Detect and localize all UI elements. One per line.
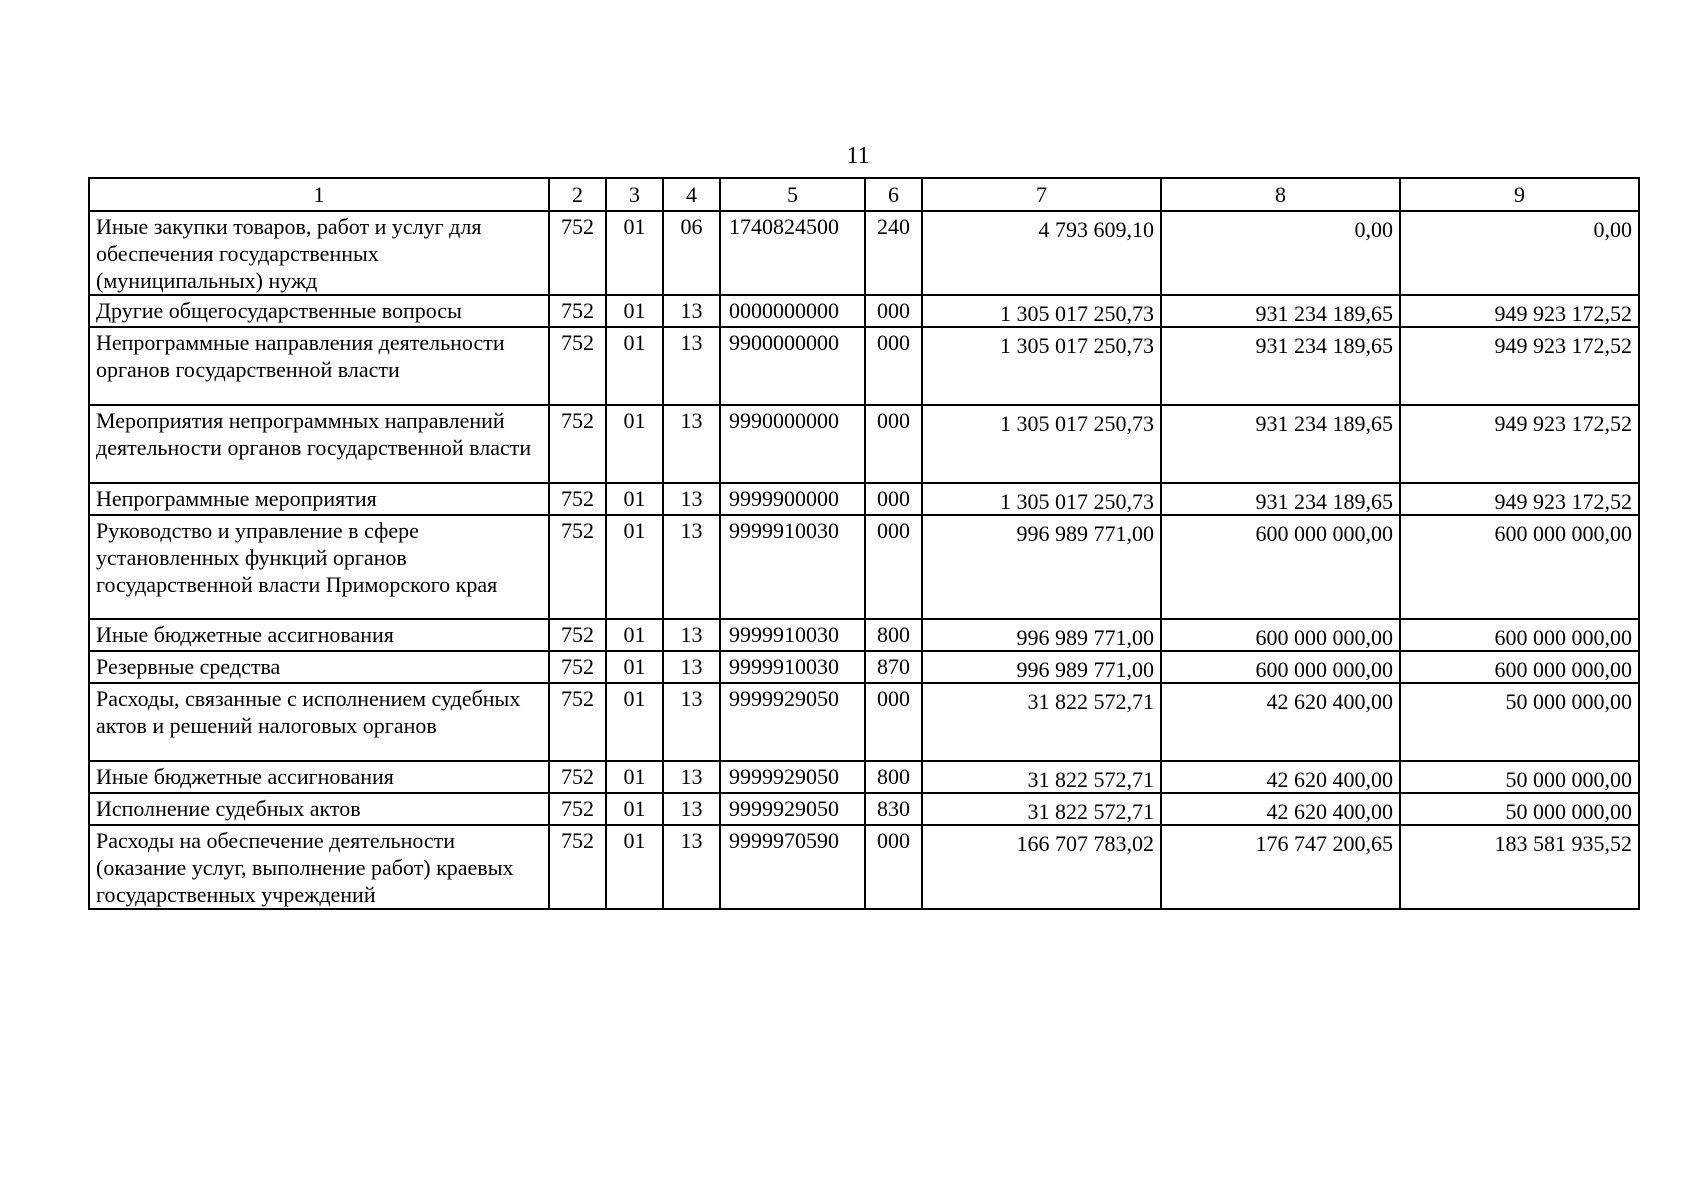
row-subsection-code: 13 [663,295,720,327]
row-amount-col8-value: 931 234 189,65 [1255,301,1393,326]
row-amount-col8 [1161,761,1400,793]
row-amount-col7-value: 1 305 017 250,73 [1000,333,1154,358]
row-amount-col9 [1400,295,1639,327]
row-section-code: 01 [606,683,663,761]
row-section-code: 01 [606,761,663,793]
row-amount-col8 [1161,651,1400,683]
row-subsection-code: 13 [663,683,720,761]
table-row [89,825,1639,909]
row-amount-col8 [1161,211,1400,295]
table-row [89,651,1639,683]
row-subsection-code: 13 [663,793,720,825]
row-amount-col8 [1161,327,1400,405]
row-amount-col9-value: 600 000 000,00 [1494,521,1632,546]
row-amount-col8-value: 176 747 200,65 [1255,831,1393,856]
row-name: Руководство и управление в сфере установленных функций органов государственной власти Приморского края [89,515,549,619]
row-target-article: 9999929050 [720,793,865,825]
row-amount-col9 [1400,825,1639,909]
row-name: Непрограммные направления деятельности органов государственной власти [89,327,549,405]
row-target-article: 9999910030 [720,515,865,619]
row-amount-col7 [922,761,1161,793]
row-name: Расходы, связанные с исполнением судебных актов и решений налоговых органов [89,683,549,761]
row-subsection-code: 13 [663,761,720,793]
budget-table [88,177,1640,910]
row-expense-type: 000 [865,515,922,619]
row-amount-col8-value: 931 234 189,65 [1255,411,1393,436]
row-amount-col8-value: 42 620 400,00 [1266,767,1393,792]
row-admin-code: 752 [549,761,606,793]
row-name: Резервные средства [89,651,549,683]
row-amount-col9-value: 183 581 935,52 [1494,831,1632,856]
row-subsection-code: 13 [663,515,720,619]
row-name: Другие общегосударственные вопросы [89,295,549,327]
row-subsection-code: 13 [663,483,720,515]
row-amount-col9 [1400,405,1639,483]
row-amount-col8 [1161,483,1400,515]
table-row [89,405,1639,483]
header-row [89,178,1639,211]
row-amount-col8-value: 600 000 000,00 [1255,521,1393,546]
row-amount-col8 [1161,295,1400,327]
row-name: Непрограммные мероприятия [89,483,549,515]
column-header: 9 [1400,178,1639,211]
row-expense-type: 800 [865,761,922,793]
row-amount-col8-value: 931 234 189,65 [1255,489,1393,514]
row-amount-col7 [922,793,1161,825]
row-amount-col7-value: 996 989 771,00 [1016,521,1154,546]
row-amount-col8-value: 42 620 400,00 [1266,799,1393,824]
row-admin-code: 752 [549,825,606,909]
row-admin-code: 752 [549,405,606,483]
row-amount-col9 [1400,619,1639,651]
table-body [89,211,1639,909]
page-number: 11 [846,143,870,169]
row-amount-col8-value: 600 000 000,00 [1255,657,1393,682]
table-row [89,211,1639,295]
row-name: Исполнение судебных актов [89,793,549,825]
row-section-code: 01 [606,405,663,483]
row-admin-code: 752 [549,295,606,327]
row-expense-type: 870 [865,651,922,683]
row-amount-col8-value: 0,00 [1354,217,1393,242]
row-amount-col9-value: 949 923 172,52 [1494,301,1632,326]
table-row [89,793,1639,825]
table-row [89,619,1639,651]
row-amount-col7 [922,483,1161,515]
column-header: 2 [549,178,606,211]
row-amount-col7-value: 1 305 017 250,73 [1000,489,1154,514]
column-header: 7 [922,178,1161,211]
row-amount-col9-value: 50 000 000,00 [1505,799,1632,824]
row-amount-col7 [922,405,1161,483]
row-amount-col7 [922,295,1161,327]
row-amount-col8 [1161,825,1400,909]
column-header: 1 [89,178,549,211]
table-row [89,515,1639,619]
row-amount-col8-value: 42 620 400,00 [1266,689,1393,714]
row-target-article: 9999910030 [720,651,865,683]
row-subsection-code: 13 [663,327,720,405]
row-expense-type: 000 [865,483,922,515]
row-amount-col7 [922,211,1161,295]
row-name: Расходы на обеспечение деятельности (оказание услуг, выполнение работ) краевых государственных учреждений [89,825,549,909]
row-admin-code: 752 [549,651,606,683]
table-row [89,295,1639,327]
row-amount-col9 [1400,651,1639,683]
row-target-article: 9999929050 [720,683,865,761]
row-amount-col7 [922,619,1161,651]
row-amount-col7-value: 996 989 771,00 [1016,625,1154,650]
row-amount-col8 [1161,683,1400,761]
row-amount-col9-value: 949 923 172,52 [1494,333,1632,358]
row-expense-type: 000 [865,327,922,405]
row-amount-col9-value: 600 000 000,00 [1494,657,1632,682]
row-section-code: 01 [606,327,663,405]
row-amount-col8 [1161,405,1400,483]
row-amount-col9-value: 949 923 172,52 [1494,411,1632,436]
row-amount-col9 [1400,327,1639,405]
row-admin-code: 752 [549,327,606,405]
column-header: 3 [606,178,663,211]
row-name: Иные бюджетные ассигнования [89,761,549,793]
column-header: 6 [865,178,922,211]
row-section-code: 01 [606,651,663,683]
row-name: Иные бюджетные ассигнования [89,619,549,651]
row-target-article: 9900000000 [720,327,865,405]
row-amount-col8-value: 600 000 000,00 [1255,625,1393,650]
row-section-code: 01 [606,793,663,825]
row-section-code: 01 [606,483,663,515]
row-amount-col9 [1400,683,1639,761]
row-subsection-code: 13 [663,825,720,909]
row-section-code: 01 [606,211,663,295]
row-amount-col7-value: 4 793 609,10 [1038,217,1154,242]
row-section-code: 01 [606,295,663,327]
row-amount-col7-value: 1 305 017 250,73 [1000,301,1154,326]
row-amount-col8 [1161,515,1400,619]
column-header: 8 [1161,178,1400,211]
row-amount-col9-value: 600 000 000,00 [1494,625,1632,650]
row-subsection-code: 06 [663,211,720,295]
row-amount-col7-value: 31 822 572,71 [1027,799,1154,824]
row-amount-col7 [922,651,1161,683]
row-subsection-code: 13 [663,619,720,651]
row-section-code: 01 [606,825,663,909]
row-target-article: 1740824500 [720,211,865,295]
table-row [89,761,1639,793]
row-amount-col9 [1400,761,1639,793]
row-amount-col9 [1400,211,1639,295]
row-amount-col7-value: 1 305 017 250,73 [1000,411,1154,436]
row-expense-type: 000 [865,683,922,761]
row-amount-col9 [1400,793,1639,825]
row-amount-col8-value: 931 234 189,65 [1255,333,1393,358]
row-amount-col7 [922,515,1161,619]
row-amount-col8 [1161,619,1400,651]
row-target-article: 0000000000 [720,295,865,327]
row-name: Мероприятия непрограммных направлений деятельности органов государственной власти [89,405,549,483]
row-expense-type: 000 [865,295,922,327]
row-section-code: 01 [606,619,663,651]
row-amount-col9 [1400,483,1639,515]
row-target-article: 9999910030 [720,619,865,651]
row-amount-col7 [922,683,1161,761]
row-amount-col7 [922,327,1161,405]
table-row [89,483,1639,515]
row-expense-type: 000 [865,405,922,483]
row-subsection-code: 13 [663,651,720,683]
row-amount-col7-value: 166 707 783,02 [1016,831,1154,856]
row-admin-code: 752 [549,483,606,515]
row-expense-type: 800 [865,619,922,651]
row-amount-col9 [1400,515,1639,619]
row-admin-code: 752 [549,683,606,761]
row-admin-code: 752 [549,515,606,619]
row-subsection-code: 13 [663,405,720,483]
row-name: Иные закупки товаров, работ и услуг для обеспечения государственных (муниципальных) нужд [89,211,549,295]
row-amount-col9-value: 0,00 [1593,217,1632,242]
table-row [89,683,1639,761]
table-row [89,327,1639,405]
row-expense-type: 000 [865,825,922,909]
row-admin-code: 752 [549,211,606,295]
row-target-article: 9999900000 [720,483,865,515]
row-target-article: 9999970590 [720,825,865,909]
row-amount-col7-value: 31 822 572,71 [1027,689,1154,714]
row-amount-col7-value: 31 822 572,71 [1027,767,1154,792]
row-amount-col7-value: 996 989 771,00 [1016,657,1154,682]
row-admin-code: 752 [549,619,606,651]
row-amount-col9-value: 50 000 000,00 [1505,689,1632,714]
row-admin-code: 752 [549,793,606,825]
row-expense-type: 240 [865,211,922,295]
row-expense-type: 830 [865,793,922,825]
row-target-article: 9990000000 [720,405,865,483]
column-header: 5 [720,178,865,211]
row-amount-col9-value: 949 923 172,52 [1494,489,1632,514]
row-amount-col9-value: 50 000 000,00 [1505,767,1632,792]
row-target-article: 9999929050 [720,761,865,793]
row-section-code: 01 [606,515,663,619]
row-amount-col8 [1161,793,1400,825]
column-header: 4 [663,178,720,211]
row-amount-col7 [922,825,1161,909]
